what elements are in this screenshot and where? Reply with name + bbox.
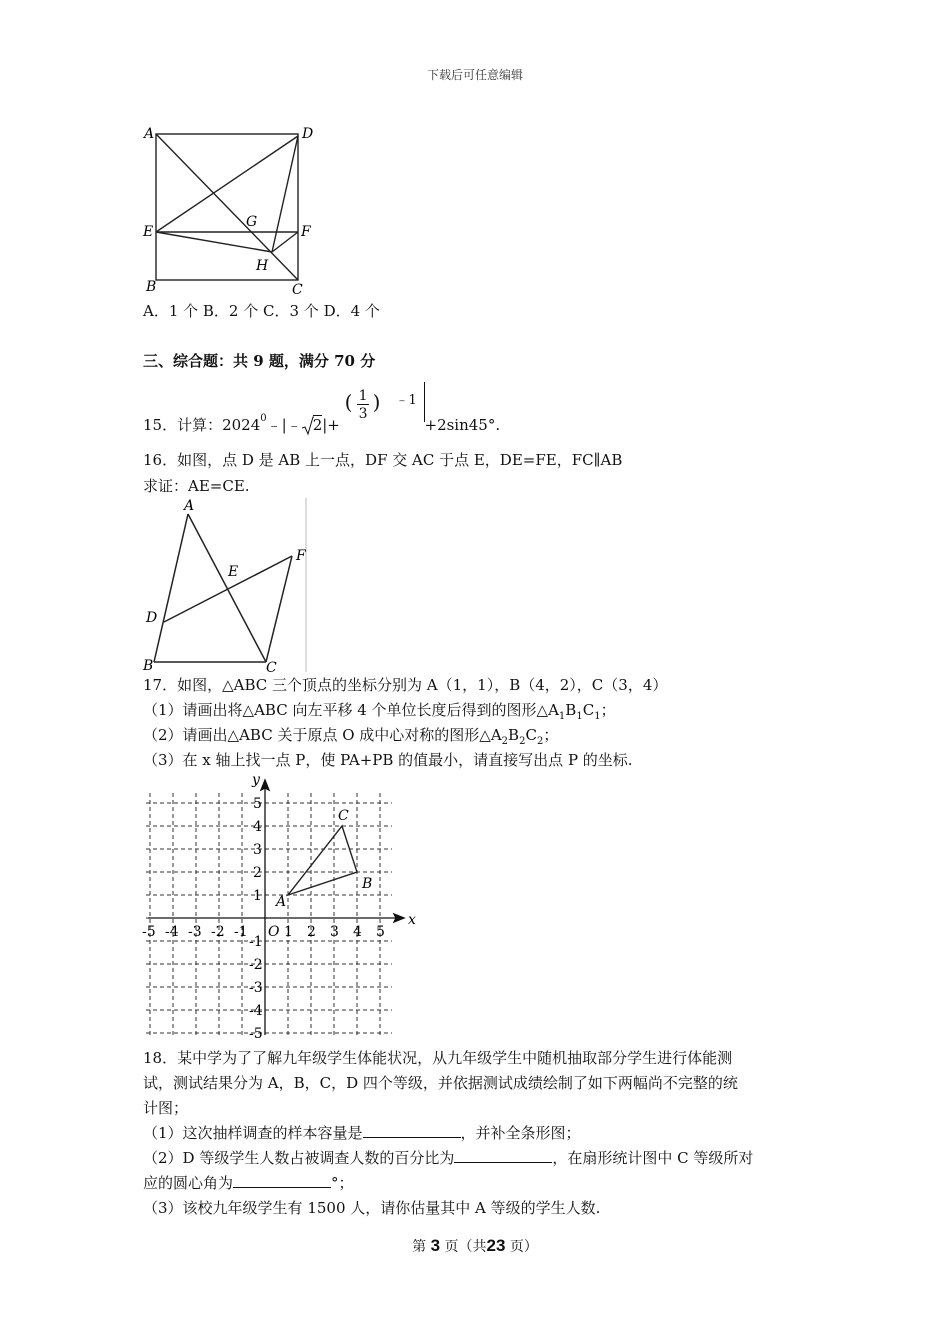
x-tick-label: -5: [142, 924, 156, 940]
answer-blank-c-angle[interactable]: [233, 1173, 331, 1188]
q18-part2-end: ，在扇形统计图中 C 等级所对: [552, 1149, 754, 1167]
point-a-label: A: [276, 894, 287, 910]
segment-ac: [156, 134, 298, 280]
q15-frac-den: 3: [358, 406, 368, 422]
y-tick-label: -3: [249, 980, 263, 996]
label-d: D: [146, 610, 158, 626]
label-h: H: [256, 258, 269, 274]
y-tick-label: 1: [253, 888, 262, 904]
q18-part2-text: （2）D 等级学生人数占被调查人数的百分比为: [143, 1149, 455, 1167]
origin-label: O: [268, 924, 280, 940]
label-f: F: [301, 224, 311, 240]
y-tick-label: 4: [253, 819, 262, 835]
answer-blank-d-percent[interactable]: [454, 1148, 552, 1163]
x-tick-label: 2: [307, 924, 316, 940]
label-a: A: [144, 126, 155, 142]
label-e: E: [228, 564, 239, 580]
q17-part2-end: ；: [543, 726, 559, 744]
label-c: C: [266, 660, 277, 674]
y-tick-label: -5: [249, 1026, 263, 1040]
q18-part2-cont: [143, 1173, 354, 1193]
q18-part3: （3）该校九年级学生有 1500 人，请你估量其中 A 等级的学生人数.: [143, 1199, 601, 1217]
q16-statement: 16．如图，点 D 是 AB 上一点，DF 交 AC 于点 E，DE=FE，FC∥AB: [143, 451, 623, 469]
figure-rectangle-abcd: [140, 122, 320, 300]
sub-a2: 2: [501, 736, 509, 747]
vertex-c: C: [525, 726, 537, 744]
x-tick-label: -3: [188, 924, 202, 940]
section-3-title: 三、综合题：共 9 题，满分 70 分: [143, 352, 376, 370]
q17-part2-text: （2）请画出△ABC 关于原点 O 成中心对称的图形△A: [143, 726, 502, 744]
q18-part2-cont-end: °；: [331, 1174, 354, 1192]
q15-middle: ﹣|﹣: [266, 416, 302, 434]
y-tick-label: -2: [249, 957, 263, 973]
q15-prefix: 15．计算：2024: [143, 416, 261, 434]
q18-part1-end: ，并补全条形图；: [460, 1124, 581, 1142]
vertex-c: C: [582, 701, 595, 719]
q15-suffix: +2sin45°.: [424, 416, 501, 434]
label-a: A: [184, 498, 195, 514]
x-tick-label: -2: [211, 924, 225, 940]
q17-part1-text: （1）请画出将△ABC 向左平移 4 个单位长度后得到的图形△A: [143, 701, 559, 719]
q18-part2-cont-text: 应的圆心角为: [143, 1174, 234, 1192]
q16-prove: 求证：AE=CE.: [143, 477, 250, 495]
label-g: G: [246, 214, 258, 230]
x-tick-label: -4: [165, 924, 179, 940]
y-axis-label: y: [252, 772, 260, 788]
y-tick-label: -4: [249, 1003, 263, 1019]
segment-ab: [154, 514, 188, 662]
q18-line1: 18．某中学为了了解九年级学生体能状况，从九年级学生中随机抽取部分学生进行体能测: [143, 1049, 733, 1067]
vertex-b: B: [508, 726, 520, 744]
segment-ac: [188, 514, 266, 662]
triangle-abc: [288, 826, 357, 895]
label-b: B: [146, 279, 157, 295]
sub-b1: 1: [576, 711, 583, 722]
y-tick-label: 5: [253, 796, 262, 812]
point-b-label: B: [362, 876, 373, 892]
q15-exp0: 0: [260, 413, 267, 424]
x-axis-arrow: [394, 914, 404, 922]
q15-plus: |+: [322, 416, 340, 434]
page-footer: [0, 1236, 950, 1256]
q18-line2: 试，测试结果分为 A，B，C，D 四个等级，并依据测试成绩绘制了如下两幅尚不完整的统: [143, 1074, 738, 1092]
point-c-label: C: [338, 808, 349, 824]
q15-sqrt-radicand: 2: [312, 416, 323, 434]
q18-part1: [143, 1123, 581, 1143]
q18-part1-text: （1）这次抽样调查的样本容量是: [143, 1124, 363, 1142]
q15-frac-num: 1: [358, 388, 368, 404]
q17-part2: [143, 725, 558, 752]
segment-fc: [266, 556, 292, 662]
label-f: F: [296, 548, 306, 564]
q18-line3: 计图；: [143, 1099, 189, 1117]
y-tick-label: 2: [253, 865, 262, 881]
y-axis-arrow: [261, 780, 269, 790]
footer-suf: 页）: [509, 1239, 538, 1255]
y-tick-label: 3: [253, 842, 262, 858]
x-tick-label: 5: [376, 924, 385, 940]
segment-ed: [156, 136, 298, 232]
answer-blank-sample-size[interactable]: [363, 1123, 461, 1138]
label-c: C: [292, 282, 303, 298]
q17-part1-end: ；: [600, 701, 616, 719]
label-b: B: [143, 658, 154, 674]
footer-page-number: 3: [430, 1236, 441, 1255]
figure-triangle-adf: [140, 498, 312, 674]
coordinate-grid: [140, 770, 420, 1040]
footer-total-pages: 23: [486, 1236, 506, 1255]
x-tick-label: 1: [284, 924, 293, 940]
y-tick-label: -1: [249, 934, 263, 950]
page-header-note: 下载后可任意编辑: [426, 68, 523, 82]
q17-part1: [143, 700, 616, 727]
vertex-b: B: [565, 701, 577, 719]
q15-paren-right: ): [372, 390, 381, 414]
q15-abs-bar: [424, 382, 425, 422]
q17-part3: （3）在 x 轴上找一点 P，使 PA+PB 的值最小，请直接写出点 P 的坐标.: [143, 751, 633, 769]
q15-neg-exp: ﹣1: [395, 393, 417, 408]
x-tick-label: -1: [234, 924, 248, 940]
sub-a1: 1: [558, 711, 566, 722]
sub-c1: 1: [594, 711, 601, 722]
q14-options: A．1 个 B．2 个 C．3 个 D．4 个: [143, 302, 380, 320]
footer-mid: 页（共: [444, 1239, 487, 1255]
sub-c2: 2: [536, 736, 544, 747]
q17-statement: 17．如图，△ABC 三个顶点的坐标分别为 A（1，1），B（4，2），C（3，4）: [143, 676, 668, 694]
footer-pre: 第: [412, 1239, 427, 1255]
q15-fraction: [344, 388, 385, 422]
x-axis-label: x: [408, 912, 416, 928]
q15-paren-left: (: [344, 390, 353, 414]
sub-b2: 2: [519, 736, 526, 747]
q18-part2: [143, 1148, 753, 1168]
q15-expression: [143, 388, 501, 438]
x-tick-label: 3: [330, 924, 339, 940]
q15-sqrt: [302, 415, 323, 435]
x-tick-label: 4: [353, 924, 362, 940]
label-d: D: [302, 126, 314, 142]
label-e: E: [143, 224, 154, 240]
